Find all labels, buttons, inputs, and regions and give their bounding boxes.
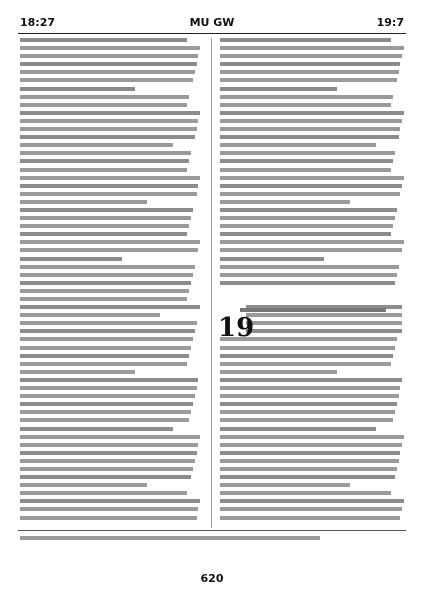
text-line xyxy=(220,103,391,107)
text-line xyxy=(220,192,400,196)
text-line xyxy=(20,443,198,447)
text-line xyxy=(20,54,198,58)
text-line xyxy=(220,159,393,163)
text-line xyxy=(220,507,402,511)
text-line xyxy=(220,435,404,439)
text-line xyxy=(20,337,193,341)
text-line xyxy=(220,362,391,366)
text-line xyxy=(20,507,198,511)
running-header xyxy=(20,16,404,32)
text-line xyxy=(220,354,393,358)
text-line xyxy=(220,273,397,277)
text-line xyxy=(220,346,395,350)
text-line xyxy=(220,483,350,487)
text-line xyxy=(20,143,173,147)
text-line xyxy=(20,475,191,479)
text-line xyxy=(20,410,191,414)
text-line xyxy=(20,451,197,455)
text-line xyxy=(20,38,187,42)
text-line xyxy=(20,273,193,277)
text-line xyxy=(220,54,402,58)
text-line xyxy=(220,70,399,74)
text-line xyxy=(220,38,391,42)
text-line xyxy=(20,305,200,309)
text-line xyxy=(20,394,195,398)
text-line xyxy=(20,281,191,285)
text-line xyxy=(220,135,399,139)
text-line xyxy=(220,386,400,390)
text-line xyxy=(20,435,200,439)
text-line xyxy=(20,46,200,50)
text-line xyxy=(220,224,393,228)
text-line xyxy=(220,111,404,115)
header-left-reference: 18:27 xyxy=(20,16,56,29)
text-line xyxy=(220,78,397,82)
text-line xyxy=(20,499,200,503)
text-line xyxy=(20,265,195,269)
text-line xyxy=(220,451,400,455)
text-line xyxy=(220,87,337,91)
text-line xyxy=(20,135,195,139)
text-line xyxy=(20,491,187,495)
header-book-title: MU GW xyxy=(189,16,235,29)
section-subheading xyxy=(240,308,386,312)
text-line xyxy=(220,499,404,503)
text-line xyxy=(246,313,402,317)
text-line xyxy=(20,483,147,487)
text-line xyxy=(20,321,197,325)
text-line xyxy=(220,176,404,180)
text-line xyxy=(220,95,393,99)
text-line xyxy=(20,224,189,228)
header-right-reference: 19:7 xyxy=(376,16,404,29)
text-line xyxy=(220,46,404,50)
text-line xyxy=(20,176,200,180)
text-line xyxy=(20,151,191,155)
text-line xyxy=(220,62,400,66)
text-line xyxy=(20,427,173,431)
text-line xyxy=(220,257,324,261)
text-line xyxy=(20,103,187,107)
text-line xyxy=(20,70,195,74)
text-line xyxy=(20,208,193,212)
text-line xyxy=(20,168,187,172)
text-line xyxy=(220,240,404,244)
text-line xyxy=(20,467,193,471)
right-text-column xyxy=(220,38,406,528)
text-line xyxy=(20,459,195,463)
text-line xyxy=(20,240,200,244)
text-line xyxy=(220,475,395,479)
text-line xyxy=(20,378,198,382)
text-line xyxy=(220,378,402,382)
text-line xyxy=(20,313,160,317)
text-line xyxy=(20,111,200,115)
text-line xyxy=(220,402,397,406)
text-line xyxy=(220,200,350,204)
text-line xyxy=(220,410,395,414)
text-line xyxy=(20,370,135,374)
text-line xyxy=(20,78,193,82)
text-line xyxy=(220,281,395,285)
text-line xyxy=(20,257,122,261)
text-line xyxy=(220,119,402,123)
page-number: 620 xyxy=(200,572,224,585)
text-line xyxy=(220,427,376,431)
chapter-number: 19 xyxy=(218,313,255,343)
text-line xyxy=(20,354,189,358)
text-line xyxy=(20,362,187,366)
text-line xyxy=(20,418,189,422)
text-line xyxy=(20,200,147,204)
text-line xyxy=(20,386,197,390)
text-line xyxy=(20,516,197,520)
text-line xyxy=(20,402,193,406)
column-gutter-rule xyxy=(211,38,212,528)
text-line xyxy=(220,265,399,269)
text-line xyxy=(20,159,189,163)
text-line xyxy=(20,192,197,196)
text-line xyxy=(20,297,187,301)
text-line xyxy=(220,184,402,188)
text-line xyxy=(20,232,187,236)
text-line xyxy=(20,62,197,66)
text-line xyxy=(220,459,399,463)
text-line xyxy=(220,232,391,236)
text-line xyxy=(246,321,402,325)
footnote xyxy=(20,536,320,540)
text-line xyxy=(220,127,400,131)
footnote-rule xyxy=(18,530,406,531)
text-line xyxy=(220,216,395,220)
text-line xyxy=(220,516,400,520)
text-line xyxy=(220,491,391,495)
text-line xyxy=(220,151,395,155)
text-line xyxy=(20,87,135,91)
text-line xyxy=(220,467,397,471)
text-line xyxy=(20,127,197,131)
text-line xyxy=(220,443,402,447)
text-line xyxy=(220,248,402,252)
text-line xyxy=(20,184,198,188)
text-line xyxy=(246,329,402,333)
text-line xyxy=(20,216,191,220)
text-line xyxy=(220,394,399,398)
text-line xyxy=(20,346,191,350)
left-text-column xyxy=(20,38,202,528)
text-line xyxy=(220,208,397,212)
text-line xyxy=(220,370,337,374)
text-line xyxy=(220,143,376,147)
text-line xyxy=(20,95,189,99)
text-line xyxy=(20,119,198,123)
text-line xyxy=(220,418,393,422)
text-line xyxy=(220,168,391,172)
text-line xyxy=(20,289,189,293)
text-line xyxy=(20,248,198,252)
text-line xyxy=(20,329,195,333)
header-rule xyxy=(18,33,406,34)
section-heading xyxy=(220,297,406,306)
